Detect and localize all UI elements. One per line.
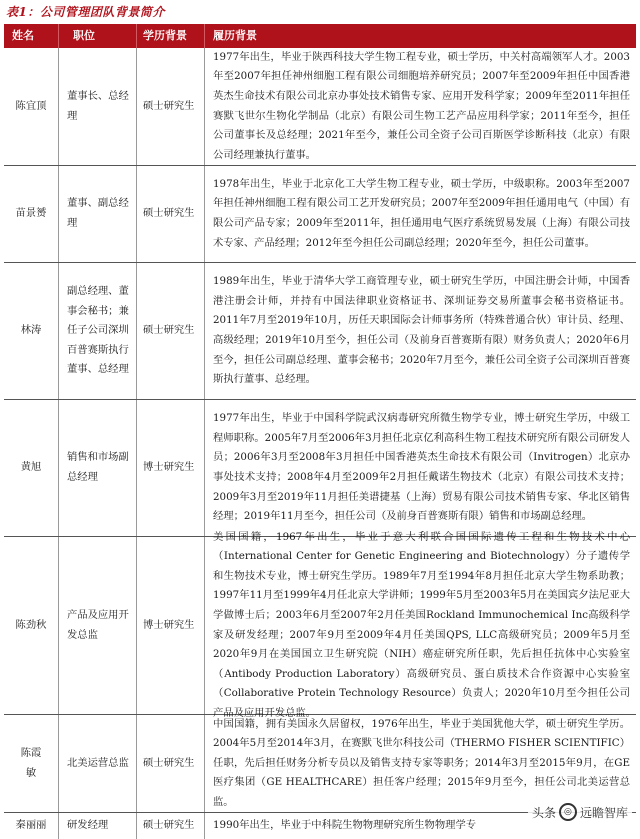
cell-education: 硕士研究生 [136,813,204,839]
table-row [4,400,636,537]
cell-education: 博士研究生 [136,400,204,536]
header-experience: 履历背景 [204,24,636,48]
cell-education: 硕士研究生 [136,48,204,165]
cell-position: 董事、副总经理 [58,166,136,262]
table-header-row [4,24,636,48]
cell-experience: 1977年出生，毕业于中国科学院武汉病毒研究所微生物学专业，博士研究生学历，中级工程师职称。2005年7月至2006年3月担任北京亿利高科生物工程技术研究所有限公司研发人员；2006年3月至2008年3月担任中国香港英杰生命技术有限公司（Invitrogen）北京办事处技术支持；2008年4月至2009年2月担任戴诺生物技术（北京）有限公司技术支持；2009年3月至2019年11月担任美谱捷基（上海）贸易有限公司技术销售专家、华北区销售经理；2019年11月至今，担任公司（及前身百普赛斯有限）销售和市场副总经理。 [204,400,636,536]
watermark-text: 头条 [531,805,556,820]
table-caption: 表1：公司管理团队背景简介 [6,5,165,19]
cell-name: 林涛 [20,324,42,337]
cell-experience: 中国国籍，拥有美国永久居留权，1976年出生，毕业于美国犹他大学，硕士研究生学历。2004年5月至2014年3月，在赛默飞世尔科技公司（THERMO FISHER SCIENTIFIC）任职，先后担任财务分析专员以及销售支持专家等职务；2014年3月至2015年9月，在GE医疗集团（GE HEALTHCARE）担任客户经理；2015年9月至今，担任公司北美运营总监。 [204,715,636,812]
cell-name: 陈宜顶 [15,99,47,112]
cell-education: 硕士研究生 [136,263,204,399]
cell-education: 硕士研究生 [136,715,204,812]
cell-experience: 美国国籍，1967年出生，毕业于意大利联合国国际遗传工程和生物技术中心（International Center for Genetic Engineering and Biotechnology）分子遗传学和生物技术专业，博士研究生学历。1989年7月至1994年8月担任北京大学生物系助教；1997年11月至1999年4月任北京大学讲师；1999年5月至2003年5月在美国宾夕法尼亚大学做博士后；2003年6月至2007年2月任美国Rockland Immunochemical Inc高级科学家及研发经理；2007年9月至2009年4月任美国QPS, LLC高级研究员；2009年5月至2020年9月在美国国立卫生研究院（NIH）癌症研究所任职，先后担任抗体中心实验室（Antibody Production Laboratory）高级研究员、蛋白质技术合作资源中心实验室（Collaborative Protein Technology Resource）负责人；2020年10月至今担任公司产品及应用开发总监。 [204,537,636,714]
cell-name: 黄旭 [20,461,42,474]
cell-name: 陈劲秋 [15,618,47,631]
cell-experience: 1990年出生，毕业于中科院生物物理研究所生物物理学专 [204,813,636,839]
cell-experience: 1977年出生，毕业于陕西科技大学生物工程专业，硕士学历，中关村高端领军人才。2003年至2007年担任神州细胞工程有限公司细胞培养研究员；2007年至2009年担任中国香港英杰生命技术有限公司北京办事处技术销售专家、应用开发科学家；2009年至2011年担任赛默飞世尔生物化学制品（北京）有限公司生物工艺产品应用科学家；2011年至今，担任公司董事长及总经理；2021年至今，兼任公司全资子公司百斯医学诊断科技（北京）有限公司经理兼执行董事。 [204,48,636,165]
table-row [4,263,636,400]
cell-position: 北美运营总监 [58,715,136,812]
cell-education: 博士研究生 [136,537,204,714]
cell-education: 硕士研究生 [136,166,204,262]
table-row [4,530,636,719]
brand-logo-icon: ◎ [559,803,577,821]
cell-position: 产品及应用开发总监 [58,537,136,714]
table-row [4,48,636,166]
management-team-table [4,24,636,832]
cell-experience: 1989年出生，毕业于清华大学工商管理专业，硕士研究生学历，中国注册会计师，中国香港注册会计师，并持有中国法律职业资格证书、深圳证券交易所董事会秘书资格证书。2011年7月至2019年10月，历任天职国际会计师事务所（特殊普通合伙）审计员、经理、高级经理；2019年10月至今，担任公司（及前身百普赛斯有限）财务负责人；2020年6月至今，担任公司副总经理、董事会秘书；2020年7月至今，兼任公司全资子公司深圳百普赛斯执行董事、总经理。 [204,263,636,399]
cell-name: 陈霞敏 [20,746,42,779]
header-position: 职位 [58,24,136,48]
watermark [528,800,632,824]
header-name: 姓名 [12,29,34,43]
header-education: 学历背景 [136,24,204,48]
cell-position: 研发经理 [58,813,136,839]
cell-position: 副总经理、董事会秘书；兼任子公司深圳百普赛斯执行董事、总经理 [58,263,136,399]
table-row [4,166,636,263]
cell-name: 秦丽丽 [15,819,47,832]
table-row [4,715,636,813]
watermark-brand: 远瞻智库 [579,805,628,820]
cell-position: 董事长、总经理 [58,48,136,165]
cell-position: 销售和市场副总经理 [58,400,136,536]
cell-experience: 1978年出生，毕业于北京化工大学生物工程专业，硕士学历，中级职称。2003年至2007年担任神州细胞工程有限公司工艺开发研究员；2007年至2009年担任通用电气（中国）有限公司产品专家；2009年至2011年，担任通用电气医疗系统贸易发展（上海）有限公司技术专家、产品经理；2012年至今担任公司副总经理；2020年至今，担任公司董事。 [204,166,636,262]
cell-name: 苗景赟 [15,207,47,220]
